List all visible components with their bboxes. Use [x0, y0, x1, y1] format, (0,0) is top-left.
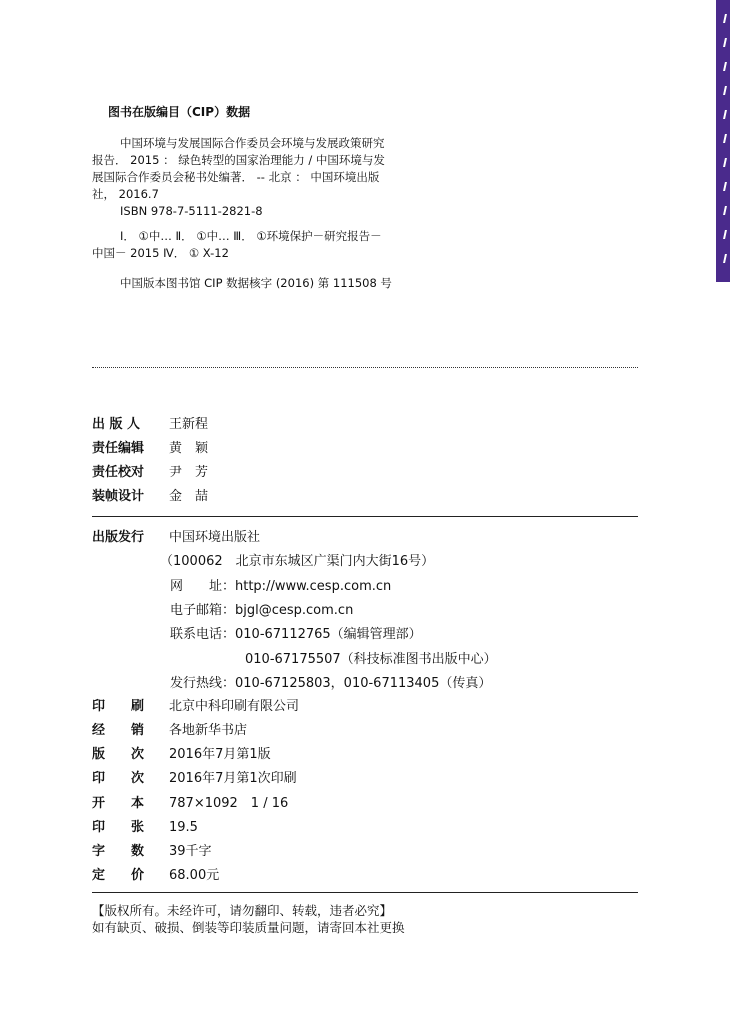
distribution-label: 出版发行: [92, 530, 145, 545]
website: 网 址：http://www.cesp.com.cn: [170, 579, 392, 594]
cip-line-3: 展国际合作委员会秘书处编著． -- 北京 ： 中国环境出版: [92, 170, 380, 184]
divider-2: [92, 892, 638, 893]
spec-value: 2016年7月第1次印刷: [169, 771, 297, 786]
publisher-value: 王新程: [169, 417, 209, 432]
divider-1: [92, 516, 638, 517]
spec-value: 787×1092 1 / 16: [169, 796, 289, 811]
email: 电子邮箱：bjgl@cesp.com.cn: [170, 603, 354, 618]
spec-value: 2016年7月第1版: [169, 747, 271, 762]
defect-notice: 如有缺页、破损、倒装等印装质量问题，请寄回本社更换: [92, 920, 405, 935]
publisher-label: 出 版 人: [92, 417, 141, 432]
spec-value: 19.5: [169, 820, 198, 835]
spec-value: 39千字: [169, 844, 212, 859]
spec-label: 印 刷: [92, 699, 145, 714]
spec-value: 各地新华书店: [169, 723, 248, 738]
spec-label: 印 张: [92, 820, 145, 835]
dotted-divider: [92, 367, 638, 368]
phone-2: 010-67175507（科技标准图书出版中心）: [245, 652, 497, 667]
cip-isbn: ISBN 978-7-5111-2821-8: [120, 204, 263, 218]
cip-title: 图书在版编目（CIP）数据: [108, 105, 251, 119]
cip-record-number: 中国版本图书馆 CIP 数据核字 (2016) 第 111508 号: [120, 276, 392, 290]
address: （100062 北京市东城区广渠门内大街16号）: [160, 554, 435, 569]
cip-line-4: 社， 2016.7: [92, 187, 159, 201]
cip-classification-1: Ⅰ． ①中… Ⅱ． ①中… Ⅲ． ①环境保护－研究报告－: [120, 229, 382, 243]
designer-value: 金 喆: [169, 489, 209, 504]
proofreader-value: 尹 芳: [169, 465, 209, 480]
hotline: 发行热线：010-67125803，010-67113405（传真）: [170, 676, 492, 691]
spec-label: 定 价: [92, 868, 145, 883]
spec-label: 印 次: [92, 771, 145, 786]
spec-value: 北京中科印刷有限公司: [169, 699, 300, 714]
spec-value: 68.00元: [169, 868, 220, 883]
spec-label: 版 次: [92, 747, 145, 762]
cip-line-2: 报告． 2015 ： 绿色转型的国家治理能力 / 中国环境与发: [92, 153, 385, 167]
cip-classification-2: 中国－ 2015 Ⅳ． ① X-12: [92, 246, 229, 260]
spec-label: 经 销: [92, 723, 145, 738]
edge-decoration: [716, 0, 730, 282]
copyright-notice: 【版权所有。未经许可，请勿翻印、转载，违者必究】: [92, 903, 393, 918]
spec-label: 字 数: [92, 844, 145, 859]
designer-label: 装帧设计: [92, 489, 145, 504]
proofreader-label: 责任校对: [92, 465, 145, 480]
distribution-org: 中国环境出版社: [169, 530, 261, 545]
spec-label: 开 本: [92, 796, 145, 811]
editor-label: 责任编辑: [92, 441, 145, 456]
phone-1: 联系电话：010-67112765（编辑管理部）: [170, 627, 422, 642]
cip-line-1: 中国环境与发展国际合作委员会环境与发展政策研究: [120, 136, 385, 150]
editor-value: 黄 颖: [169, 441, 209, 456]
